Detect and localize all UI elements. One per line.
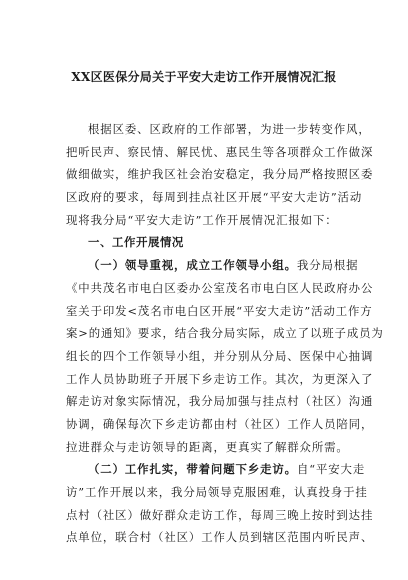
intro-line: 现将我分局“平安大走访”工作开展情况汇报如下： xyxy=(66,212,338,227)
item2-line: 访”工作开展以来，我分局领导克服困难，认真投身于挂 xyxy=(66,485,368,499)
document-title: XX区医保分局关于平安大走访工作开展情况汇报 xyxy=(71,70,337,84)
item1-line: 室关于印发<茂名市电白区开展“平安大走访”活动工作方 xyxy=(66,303,373,318)
item1-line: 《中共茂名市电白区委办公室茂名市电白区人民政府办公 xyxy=(66,280,374,295)
item1-first-line xyxy=(66,254,359,277)
item2-first-rest: 自“平安大走 xyxy=(296,462,366,477)
item2-line: 点村（社区）做好群众走访工作，每周三晚上按时到达挂 xyxy=(66,507,374,522)
item1-first-rest: 我分局根据 xyxy=(296,258,359,273)
item1-line: 协调，确保每次下乡走访都由村（社区）工作人员陪同， xyxy=(66,416,374,431)
item2-heading: （二）工作扎实，带着问题下乡走访。 xyxy=(88,462,297,477)
intro-line: 把听民声、察民情、解民忧、惠民生等各项群众工作做深 xyxy=(66,144,374,159)
item1-line: 案>的通知》要求，结合我分局实际，成立了以班子成员为 xyxy=(66,326,384,341)
item1-line: 组长的四个工作领导小组，并分别从分局、医保中心抽调 xyxy=(66,348,374,363)
item1-heading: （一）领导重视，成立工作领导小组。 xyxy=(88,258,297,273)
intro-line: 做细做实，维护我区社会治安稳定，我分局严格按照区委 xyxy=(66,167,374,182)
item1-line: 工作人员协助班子开展下乡走访工作。其次，为更深入了 xyxy=(66,371,374,386)
section-heading: 一、工作开展情况 xyxy=(88,235,184,250)
document-body xyxy=(66,118,384,549)
item2-line: 点单位，联合村（社区）工作人员到辖区范围内听民声、 xyxy=(66,530,374,545)
intro-line: 区政府的要求，每周到挂点社区开展“平安大走访”活动 xyxy=(66,190,363,205)
item1-line: 解走访对象实际情况，我分局加强与挂点村（社区）沟通 xyxy=(66,394,374,409)
item1-line: 拉进群众与走访领导的距离，更真实了解群众所需。 xyxy=(66,439,349,454)
item2-first-line xyxy=(66,458,366,481)
intro-line: 根据区委、区政府的工作部署，为进一步转变作风， xyxy=(88,122,371,136)
